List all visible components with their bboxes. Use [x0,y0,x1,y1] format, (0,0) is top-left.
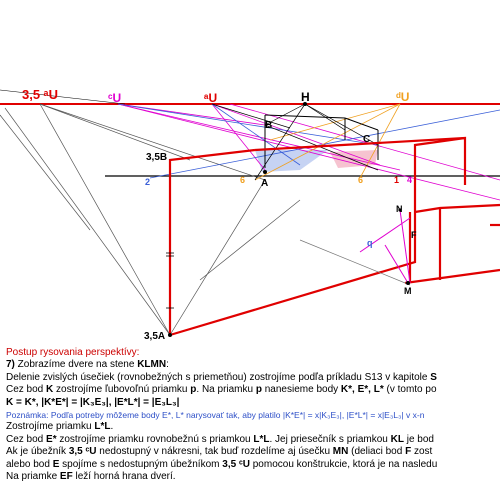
mark-1-label: 1 [394,175,400,185]
base-line-left [0,90,125,104]
vanishing-point-au-label: ᵃU [204,91,218,105]
text-line-8: Cez bod E* zostrojíme priamku rovnobežnú s priamkou L*L. Jej priesečník s priamkou KL je bod [6,433,434,445]
step-number: 7) [6,359,15,371]
points [168,102,413,337]
text-line-9: Ak je úbežník 3,5 ᶜU nedostupný v nákresni, tak buď rozdelíme aj úsečku MN (deliaci bod F zost [6,446,433,458]
point-c-label: C [363,134,371,145]
text-line-10: alebo bod E spojíme s nedostupným úbežníkom 3,5 ᶜU pomocou konštrukcie, ktorá je na nasledu [6,458,438,470]
note-line: Poznámka: Podľa potreby môžeme body E*, L* narysovať tak, aby platilo |K*E*| = x|K₃E₃|, |E*L*| = x|E₃L₃| v x-n [6,410,425,421]
point-m-label: M [404,286,412,296]
point-n-label: N [396,204,403,214]
mark-6-left-label: 6 [240,175,246,185]
mark-2-label: 2 [145,177,151,187]
point-b-label: B [265,120,273,131]
text-line-4: Cez bod K zostrojíme ľubovoľnú priamku p. Na priamku p nanesieme body K*, E*, L* (v tomto po [6,384,437,396]
mark-6-right-label: 6 [358,175,364,185]
point-a-label: A [261,178,269,189]
text-line-5: K = K*, |K*E*| = |K₃E₃|, |E*L*| = |E₃L₃| [6,396,180,408]
line-q-label: q [367,238,373,248]
point-3-5a-label: 3,5A [144,331,166,342]
point-3-5b-label: 3,5B [146,152,168,163]
text-line-3: Delenie zvislých úsečiek (rovnobežných s priemetňou) zostrojíme podľa príkladu S13 v kapitole S [6,371,437,383]
point-h-label: H [301,90,310,104]
procedure-heading: Postup rysovania perspektívy: [6,347,140,358]
point-f-label: F [411,230,417,240]
text-line-11: Na priamke EF leží horná hrana dverí. [6,471,176,483]
wall-outline-red [170,138,500,335]
vanishing-point-cu-label: ᶜU [108,91,122,105]
guide-line-gray [300,240,410,285]
mark-4-label: 4 [407,175,413,185]
step-7-line: 7) Zobrazíme dvere na stene KLMN: [6,359,169,371]
procedure-text [6,347,500,500]
vanishing-point-du-label: ᵈU [396,90,410,104]
text-line-7: Zostrojíme priamku L*L. [6,421,114,433]
vanishing-point-3-5au-label: 3,5 ᵃU [22,87,58,102]
